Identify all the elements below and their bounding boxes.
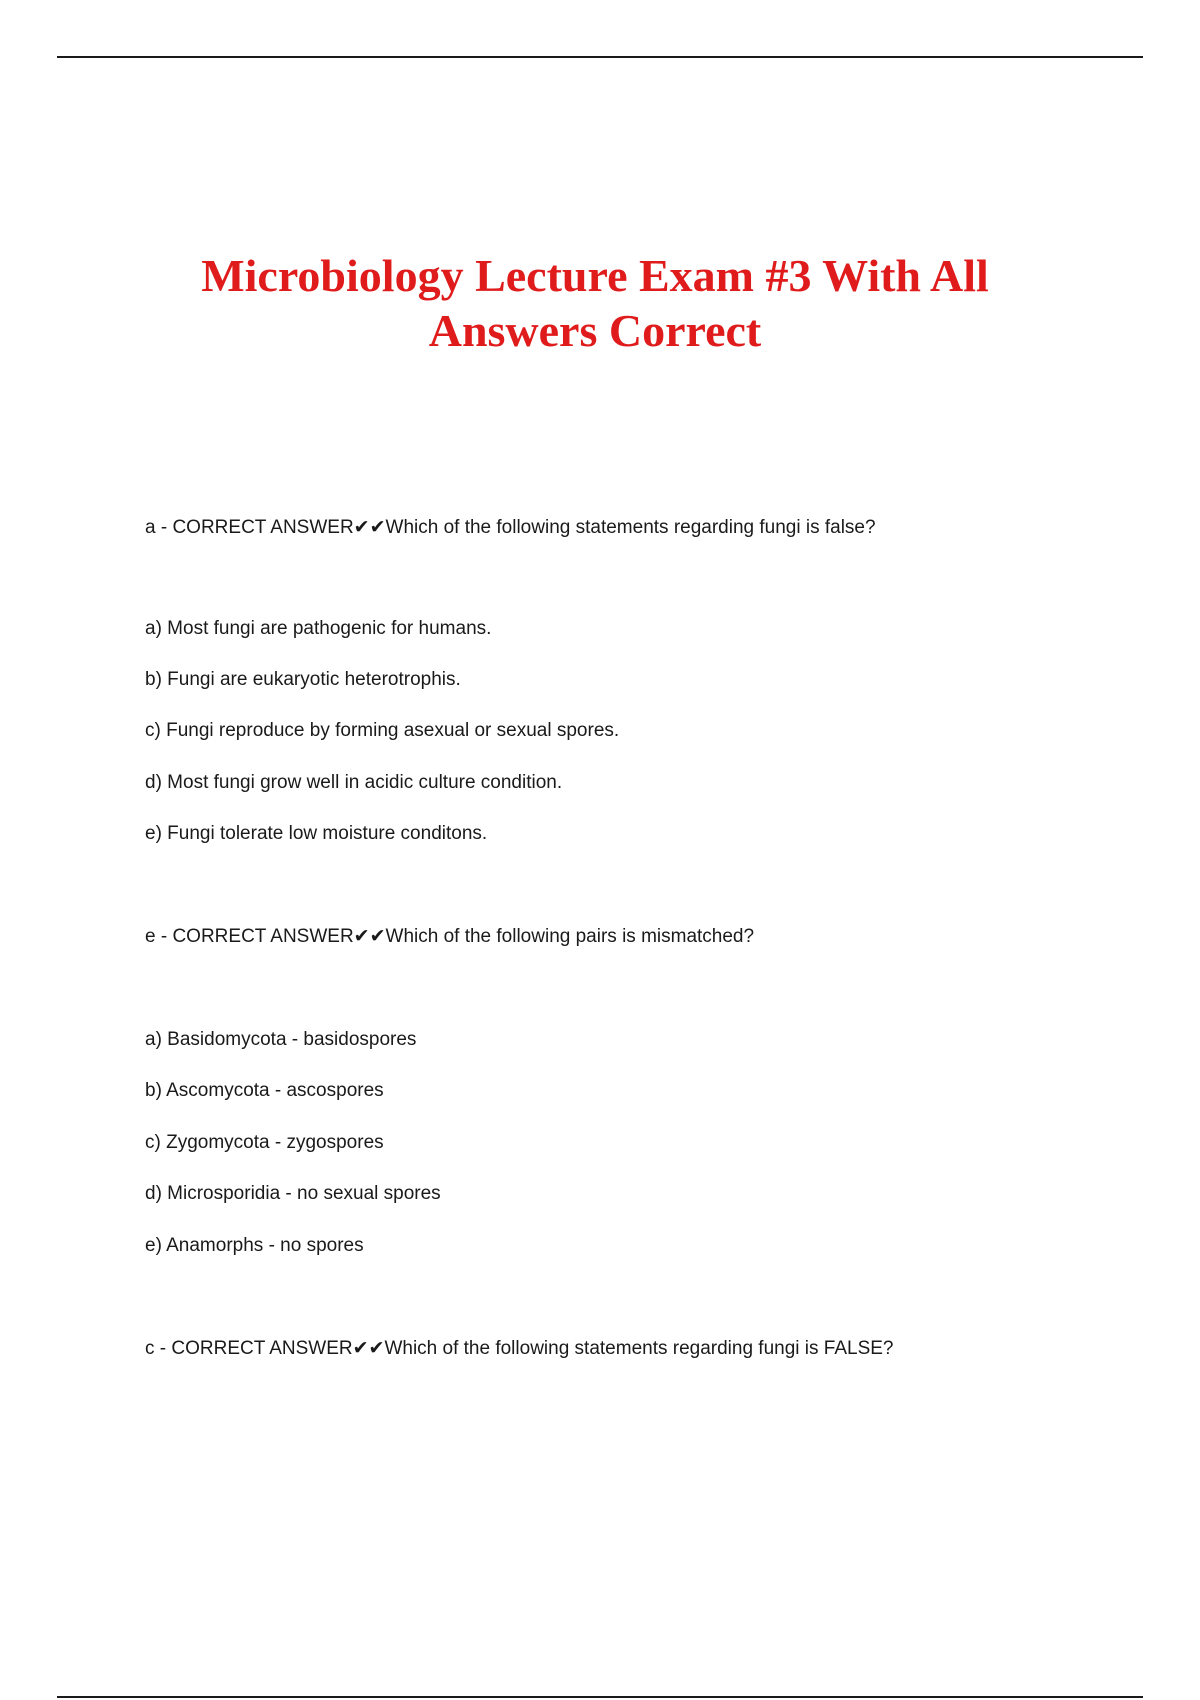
question-2-option-e: e) Anamorphs - no spores xyxy=(145,1235,364,1256)
question-2-prompt: Which of the following pairs is mismatched? xyxy=(385,926,755,947)
question-1-option-e: e) Fungi tolerate low moisture conditons. xyxy=(145,823,488,844)
question-2-option-d: d) Microsporidia - no sexual spores xyxy=(145,1183,441,1204)
question-1-prompt: Which of the following statements regarding fungi is false? xyxy=(385,517,876,538)
title-line-2: Answers Correct xyxy=(428,305,762,356)
footer-rule xyxy=(57,1696,1143,1698)
document-title xyxy=(160,248,1030,358)
question-1-option-a: a) Most fungi are pathogenic for humans. xyxy=(145,618,492,639)
question-2-option-b: b) Ascomycota - ascospores xyxy=(145,1080,384,1101)
question-1-option-d: d) Most fungi grow well in acidic culture condition. xyxy=(145,772,563,793)
title-line-1: Microbiology Lecture Exam #3 With All xyxy=(201,250,989,301)
question-3-prompt: Which of the following statements regarding fungi is FALSE? xyxy=(384,1338,894,1359)
question-1-answer: a - CORRECT ANSWER✔✔ xyxy=(145,517,386,538)
question-1-header xyxy=(145,516,876,540)
question-1-option-c: c) Fungi reproduce by forming asexual or sexual spores. xyxy=(145,720,620,741)
question-2-option-a: a) Basidomycota - basidospores xyxy=(145,1029,417,1050)
question-2-header xyxy=(145,925,754,949)
question-3-answer: c - CORRECT ANSWER✔✔ xyxy=(145,1338,385,1359)
header-rule xyxy=(57,56,1143,58)
question-2-option-c: c) Zygomycota - zygospores xyxy=(145,1132,384,1153)
question-2-answer: e - CORRECT ANSWER✔✔ xyxy=(145,926,386,947)
question-1-option-b: b) Fungi are eukaryotic heterotrophis. xyxy=(145,669,461,690)
question-3-header xyxy=(145,1337,894,1361)
